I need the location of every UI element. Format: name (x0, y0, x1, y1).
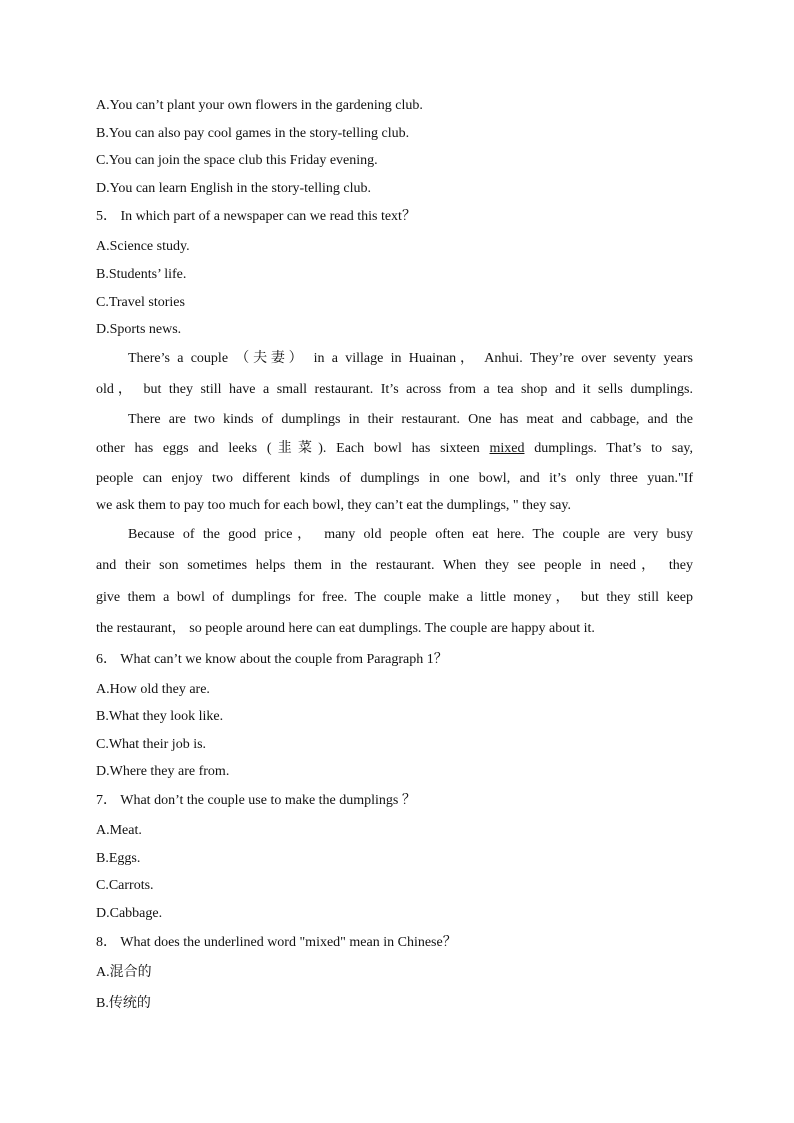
passage-p3-line-4: the restaurant， so people around here can eat dumplings. The couple are happy about it. (96, 621, 595, 636)
underlined-word-mixed: mixed (489, 441, 525, 456)
passage-p2-line-2 (96, 440, 693, 458)
passage-p2-line-2-start: other has eggs and leeks (韭菜). Each bowl has sixteen (96, 441, 490, 456)
q8-question: 8． What does the underlined word "mixed" mean in Chinese？ (96, 935, 457, 950)
q4-option-c: C.You can join the space club this Friday evening. (96, 153, 378, 168)
passage-p2-line-3: people can enjoy two different kinds of dumplings in one bowl, and it’s only three yuan."If (96, 471, 693, 486)
passage-p2-line-2-end: dumplings. That’s to say, (524, 441, 693, 456)
q5-option-c: C.Travel stories (96, 295, 185, 310)
q5-question: 5． In which part of a newspaper can we read this text？ (96, 209, 416, 224)
q7-question: 7． What don’t the couple use to make the dumplings ？ (96, 793, 416, 808)
q7-option-c: C.Carrots. (96, 878, 154, 893)
passage-p2-line-4: we ask them to pay too much for each bowl, they can’t eat the dumplings, " they say. (96, 498, 571, 513)
passage-p1-line-1: There’s a couple （夫妻） in a village in Huainan， Anhui. They’re over seventy years (128, 351, 693, 366)
passage-p2-line-1: There are two kinds of dumplings in their restaurant. One has meat and cabbage, and the (128, 412, 693, 427)
q6-option-b: B.What they look like. (96, 709, 224, 724)
passage-p1-line-2: old， but they still have a small restaurant. It’s across from a tea shop and it sells dumplings. (96, 382, 693, 397)
q4-option-b: B.You can also pay cool games in the story-telling club. (96, 126, 410, 141)
passage-p3-line-1: Because of the good price， many old people often eat here. The couple are very busy (128, 527, 693, 542)
q5-option-a: A.Science study. (96, 239, 190, 254)
q7-option-d: D.Cabbage. (96, 906, 163, 921)
q5-option-b: B.Students’ life. (96, 267, 187, 282)
q6-option-a: A.How old they are. (96, 682, 210, 697)
passage-p3-line-3: give them a bowl of dumplings for free. The couple make a little money， but they still keep (96, 590, 693, 605)
q4-option-a: A.You can’t plant your own flowers in the gardening club. (96, 98, 423, 113)
q8-option-b: B.传统的 (96, 996, 151, 1011)
q6-option-d: D.Where they are from. (96, 764, 230, 779)
q6-option-c: C.What their job is. (96, 737, 207, 752)
q5-option-d: D.Sports news. (96, 322, 182, 337)
q7-option-a: A.Meat. (96, 823, 142, 838)
q8-option-a: A.混合的 (96, 965, 152, 980)
passage-p3-line-2: and their son sometimes helps them in the restaurant. When they see people in need， they (96, 558, 693, 573)
q6-question: 6． What can’t we know about the couple from Paragraph 1？ (96, 652, 448, 667)
q4-option-d: D.You can learn English in the story-telling club. (96, 181, 372, 196)
q7-option-b: B.Eggs. (96, 851, 141, 866)
